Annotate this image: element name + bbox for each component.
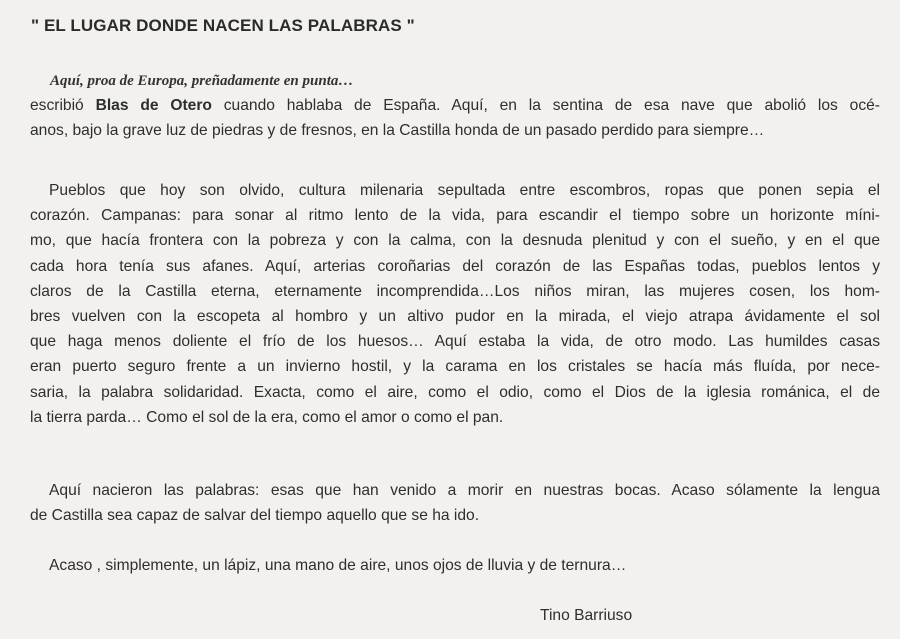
paragraph-line (30, 93, 880, 118)
line-text: cuando hablaba de España. Aquí, en la sentina de esa nave que abolió los océ- (211, 97, 880, 114)
paragraph-line: Pueblos que hoy son olvido, cultura milenaria sepultada entre escombros, ropas que ponen sepia el (49, 182, 880, 199)
paragraph-line: mo, que hacía frontera con la pobreza y con la calma, con la desnuda plenitud y con el sueño, y en el que (30, 232, 880, 250)
paragraph-line: cada hora tenía sus afanes. Aquí, arterias coroñarias del corazón de las Españas todas, pueblos lentos y (30, 257, 880, 275)
paragraph-line: que haga menos doliente el frío de los huesos… Aquí estaba la vida, de otro modo. Las humildes casas (30, 333, 880, 351)
paragraph-line: la tierra parda… Como el sol de la era, como el amor o como el pan. (30, 408, 504, 426)
paragraph-line: bres vuelven con la escopeta al hombro y un altivo pudor en la mirada, el viejo atrapa ávidamente el sol (30, 307, 880, 325)
paragraph-closing (30, 553, 880, 578)
epigraph-quote: Aquí, proa de Europa, preñadamente en punta… (50, 73, 354, 89)
article-title: " EL LUGAR DONDE NACEN LAS PALABRAS " (31, 16, 415, 35)
paragraph-line: claros de la Castilla eterna, eternamente incomprendida…Los niños miran, las mujeres cosen, los hom- (30, 282, 880, 300)
paragraph-line: saria, la palabra solidaridad. Exacta, como el aire, como el odio, como el Dios de la iglesia románica, el de (30, 383, 880, 401)
line-text: escribió (30, 97, 96, 114)
paragraph-body (30, 178, 880, 430)
paragraph-line: anos, bajo la grave luz de piedras y de fresnos, en la Castilla honda de un pasado perdido para siempre… (30, 122, 765, 140)
paragraph-line: Aquí nacieron las palabras: esas que han venido a morir en nuestras bocas. Acaso sólamente la lengua (49, 482, 880, 499)
paragraph-line: corazón. Campanas: para sonar al ritmo lento de la vida, para escandir el tiempo sobre un horizonte míni- (30, 207, 880, 225)
paragraph-line: de Castilla sea capaz de salvar del tiempo aquello que se ha ido. (30, 507, 480, 525)
author-signature: Tino Barriuso (540, 607, 633, 624)
paragraph-intro (30, 93, 880, 143)
paragraph-line: eran puerto seguro frente a un invierno hostil, y la carama en los cristales se hacía más fluída, por nece- (30, 358, 880, 376)
paragraph-line: Acaso , simplemente, un lápiz, una mano de aire, unos ojos de lluvia y de ternura… (49, 557, 627, 574)
paragraph-words (30, 478, 880, 528)
author-name: Blas de Otero (95, 97, 212, 114)
